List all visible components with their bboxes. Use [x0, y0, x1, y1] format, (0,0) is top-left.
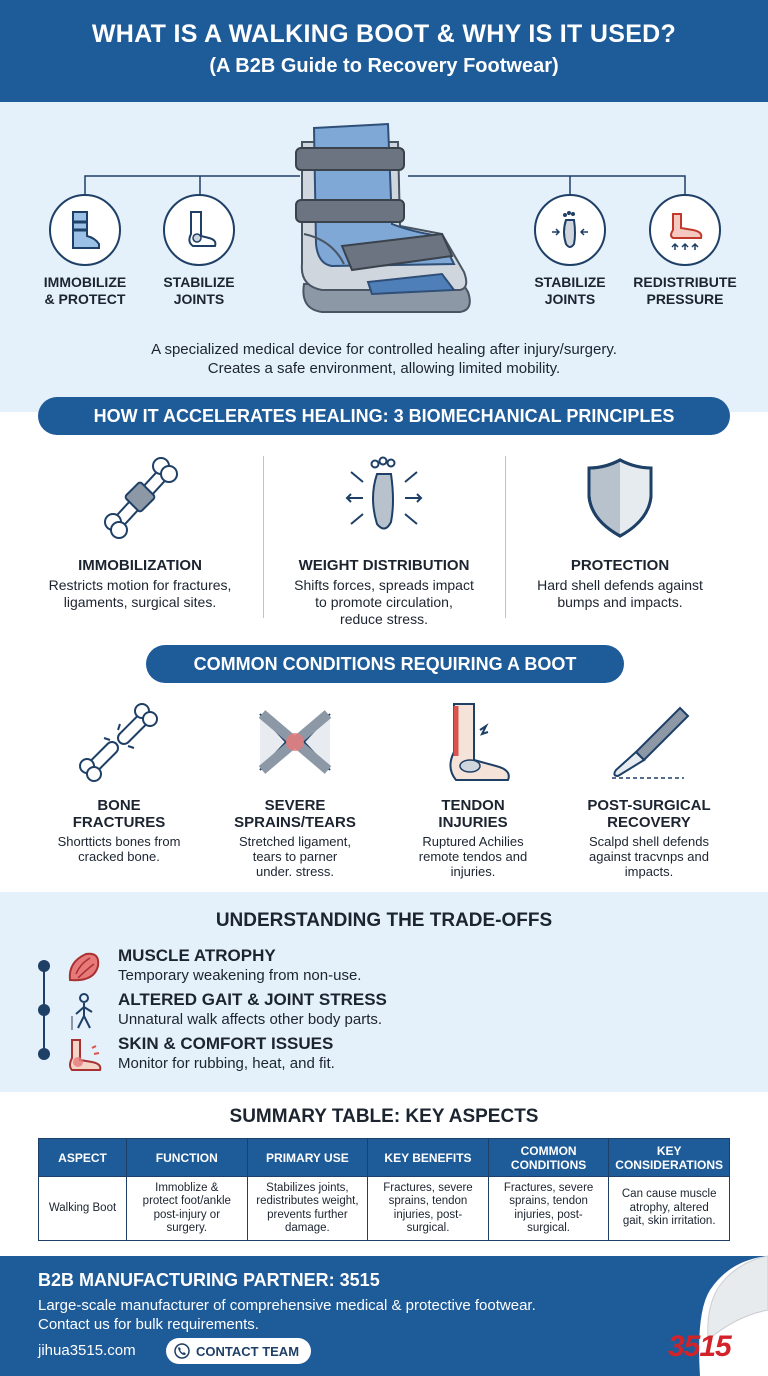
website-link[interactable]: jihua3515.com	[38, 1342, 136, 1359]
hero-description: A specialized medical device for controlled healing after injury/surgery. Creates a safe environment, allowing limited mobility.	[151, 341, 617, 377]
table-header: FUNCTION	[127, 1139, 248, 1177]
table-cell: Walking Boot	[39, 1177, 127, 1241]
achilles-tendon-icon	[428, 700, 518, 786]
phone-icon	[174, 1343, 190, 1359]
table-header-row	[39, 1139, 730, 1177]
table-header: COMMON CONDITIONS	[488, 1139, 609, 1177]
timeline-dot	[38, 960, 50, 972]
footprint-arrows-icon	[339, 452, 429, 542]
principles-section	[0, 452, 768, 632]
torn-ligament-icon	[250, 700, 340, 786]
feature-label: REDISTRIBUTE PRESSURE	[633, 274, 737, 307]
page-title: WHAT IS A WALKING BOOT & WHY IS IT USED?	[91, 20, 677, 48]
timeline-dot	[38, 1048, 50, 1060]
tradeoffs-section	[0, 892, 768, 1092]
table-header: KEY CONSIDERATIONS	[609, 1139, 730, 1177]
footer-title: B2B MANUFACTURING PARTNER: 3515	[38, 1270, 380, 1290]
table-header: KEY BENEFITS	[368, 1139, 489, 1177]
contact-team-button[interactable]	[166, 1338, 311, 1364]
table-header: ASPECT	[39, 1139, 127, 1177]
contact-team-label: CONTACT TEAM	[196, 1343, 300, 1359]
page-subtitle: (A B2B Guide to Recovery Footwear)	[209, 55, 559, 77]
foot-joint-icon	[177, 208, 221, 252]
summary-table	[38, 1138, 730, 1241]
table-header: PRIMARY USE	[247, 1139, 368, 1177]
table-cell: Can cause muscle atrophy, altered gait, skin irritation.	[609, 1177, 730, 1241]
walking-person-icon	[64, 992, 104, 1032]
foot-pressure-icon	[663, 208, 707, 252]
bone-brace-icon	[95, 452, 185, 542]
brand-logo: 3515	[668, 1330, 731, 1363]
hero-section	[0, 102, 768, 412]
feature-label: IMMOBILIZE & PROTECT	[43, 274, 127, 307]
feature-stabilize-joints-2	[505, 194, 635, 308]
scalpel-icon	[604, 700, 694, 786]
condition-post-surgical: POST-SURGICAL RECOVERY Scalpd shell defends against tracvnps and impacts.	[554, 700, 744, 879]
header-banner	[0, 0, 768, 102]
table-cell: Fractures, severe sprains, tendon injuries, post- surgical.	[488, 1177, 609, 1241]
feature-immobilize	[20, 194, 150, 308]
shield-icon	[575, 452, 665, 542]
condition-tendon-injuries: TENDON INJURIES Ruptured Achilies remote tendos and injuries.	[378, 700, 568, 879]
tradeoff-muscle-atrophy: MUSCLE ATROPHY Temporary weakening from non-use.	[64, 946, 744, 990]
principles-heading: HOW IT ACCELERATES HEALING: 3 BIOMECHANICAL PRINCIPLES	[38, 397, 730, 435]
principle-protection: PROTECTION Hard shell defends against bumps and impacts.	[500, 452, 740, 611]
condition-sprains-tears: SEVERE SPRAINS/TEARS Stretched ligament, tears to parner under. stress.	[200, 700, 390, 879]
summary-table-title: SUMMARY TABLE: KEY ASPECTS	[229, 1106, 539, 1127]
tradeoff-altered-gait: ALTERED GAIT & JOINT STRESS Unnatural walk affects other body parts.	[64, 990, 744, 1034]
table-cell: Immoblize & protect foot/ankle post-injury or surgery.	[127, 1177, 248, 1241]
principle-immobilization: IMMOBILIZATION Restricts motion for fractures, ligaments, surgical sites.	[20, 452, 260, 611]
table-cell: Fractures, severe sprains, tendon injuries, post- surgical.	[368, 1177, 489, 1241]
irritated-foot-icon	[64, 1036, 104, 1076]
tradeoffs-heading: UNDERSTANDING THE TRADE-OFFS	[215, 910, 553, 931]
boot-icon	[65, 208, 105, 252]
muscle-icon	[64, 948, 104, 988]
conditions-heading: COMMON CONDITIONS REQUIRING A BOOT	[146, 645, 624, 683]
timeline-dot	[38, 1004, 50, 1016]
principle-weight-distribution: WEIGHT DISTRIBUTION Shifts forces, spreads impact to promote circulation, reduce stress.	[264, 452, 504, 628]
table-cell: Stabilizes joints, redistributes weight, prevents further damage.	[247, 1177, 368, 1241]
feature-label: STABILIZE JOINTS	[534, 274, 606, 307]
tradeoff-skin-comfort: SKIN & COMFORT ISSUES Monitor for rubbing, heat, and fit.	[64, 1034, 744, 1078]
feature-stabilize-joints	[134, 194, 264, 308]
footer-description: Large-scale manufacturer of comprehensive medical & protective footwear. Contact us for bulk requirements.	[38, 1297, 536, 1333]
condition-bone-fractures: BONE FRACTURES Shortticts bones from cracked bone.	[24, 700, 214, 864]
table-row	[39, 1177, 730, 1241]
footprint-icon	[548, 208, 592, 252]
broken-bone-icon	[74, 700, 164, 786]
feature-label: STABILIZE JOINTS	[163, 274, 235, 307]
feature-redistribute-pressure	[620, 194, 750, 308]
walking-boot-illustration	[292, 114, 472, 319]
